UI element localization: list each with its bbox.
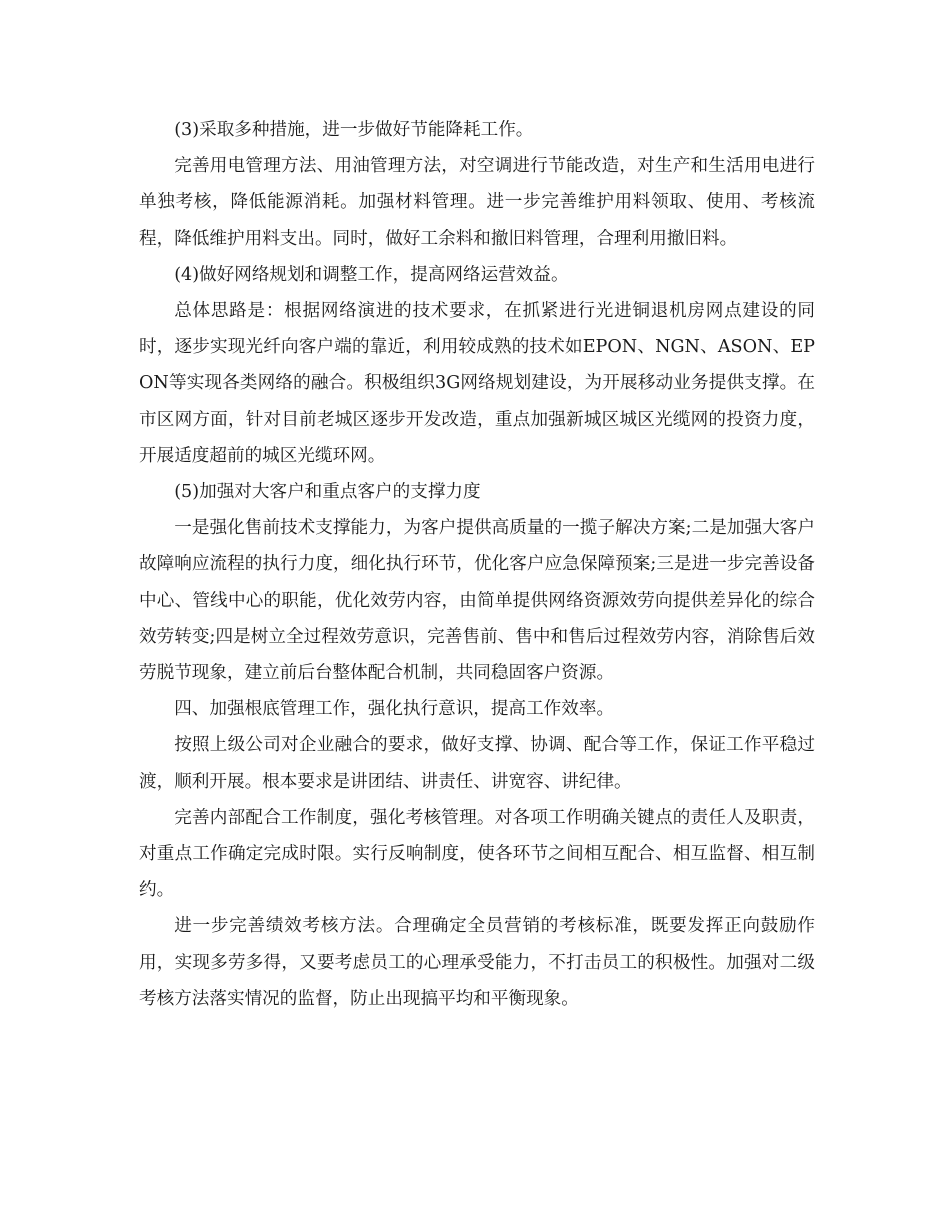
- paragraph-key-customer-support: 一是强化售前技术支撑能力，为客户提供高质量的一揽子解决方案;二是加强大客户故障响应流程的执行力度，细化执行环节，优化客户应急保障预案;三是进一步完善设备中心、管线中心的职能，优化效劳内容，由简单提供网络资源效劳向提供差异化的综合效劳转变;四是树立全过程效劳意识，完善售前、售中和售后过程效劳内容，消除售后效劳脱节现象，建立前后台整体配合机制，共同稳固客户资源。: [139, 518, 815, 684]
- paragraph-energy-saving: 完善用电管理方法、用油管理方法，对空调进行节能改造，对生产和生活用电进行单独考核，降低能源消耗。加强材料管理。进一步完善维护用料领取、使用、考核流程，降低维护用料支出。同时，做好工余料和撤旧料管理，合理利用撤旧料。: [139, 156, 815, 249]
- document-body: [139, 112, 815, 1017]
- heading-basic-management: 四、加强根底管理工作，强化执行意识，提高工作效率。: [174, 699, 615, 720]
- heading-network-planning: (4)做好网络规划和调整工作，提高网络运营效益。: [174, 264, 569, 285]
- paragraph-performance-assessment: 进一步完善绩效考核方法。合理确定全员营销的考核标准，既要发挥正向鼓励作用，实现多劳多得，又要考虑员工的心理承受能力，不打击员工的积极性。加强对二级考核方法落实情况的监督，防止出现搞平均和平衡现象。: [139, 916, 815, 1009]
- paragraph-integration-requirements: 按照上级公司对企业融合的要求，做好支撑、协调、配合等工作，保证工作平稳过渡，顺利开展。根本要求是讲团结、讲责任、讲宽容、讲纪律。: [139, 735, 815, 792]
- paragraph-network-planning: 总体思路是：根据网络演进的技术要求，在抓紧进行光进铜退机房网点建设的同时，逐步实现光纤向客户端的靠近，利用较成熟的技术如EPON、NGN、ASON、EPON等实现各类网络的融合。积极组织3G网络规划建设，为开展移动业务提供支撑。在市区网方面，针对目前老城区逐步开发改造，重点加强新城区城区光缆网的投资力度，开展适度超前的城区光缆环网。: [139, 301, 815, 466]
- paragraph-internal-cooperation: 完善内部配合工作制度，强化考核管理。对各项工作明确关键点的责任人及职责，对重点工作确定完成时限。实行反响制度，使各环节之间相互配合、相互监督、相互制约。: [139, 807, 815, 901]
- heading-energy-saving: (3)采取多种措施，进一步做好节能降耗工作。: [174, 120, 534, 140]
- heading-key-customer-support: (5)加强对大客户和重点客户的支撑力度: [174, 482, 481, 503]
